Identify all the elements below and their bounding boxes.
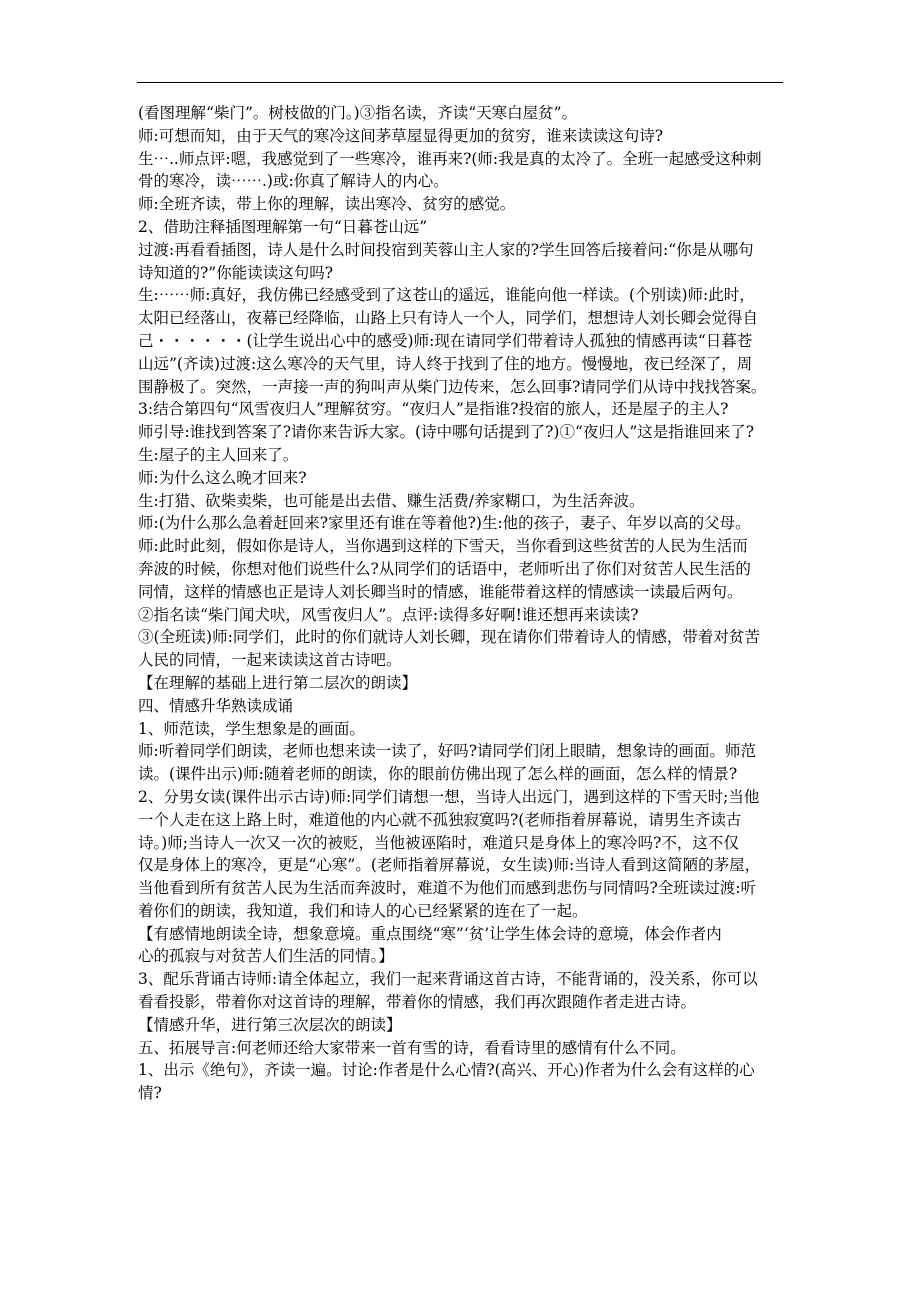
text-line: (看图理解“柴门”。树枝做的门。)③指名读，齐读“天寒白屋贫”。 (138, 104, 578, 122)
text-line: 生:打猎、砍柴卖柴，也可能是出去借、赚生活费/养家糊口，为生活奔波。 (138, 491, 645, 510)
text-line: 师:为什么这么晚才回来? (138, 468, 307, 487)
section-note: 【有感情地朗读全诗，想象意境。重点围绕“寒”‘贫’让学生体会诗的意境，体会作者内 (138, 924, 722, 943)
text-line: 师:可想而知，由于天气的寒冷这间茅草屋显得更加的贫穷，谁来读读这句诗? (138, 126, 664, 145)
text-line: 1、师范读，学生想象是的画面。 (138, 719, 365, 738)
document-body (138, 102, 798, 1105)
text-line: ③(全班读)师:同学们，此时的你们就诗人刘长卿，现在请你们带着诗人的情感，带着对贫苦 (138, 628, 760, 647)
text-line: 3、配乐背诵古诗师:请全体起立，我们一起来背诵这首古诗，不能背诵的，没关系，你可以 (138, 970, 758, 989)
text-line: 围静极了。突然，一声接一声的狗叫声从柴门边传来，怎么回事?请同学们从诗中找找答案。 (138, 377, 767, 396)
text-line: 太阳已经落山，夜幕已经降临，山路上只有诗人一个人，同学们，想想诗人刘长卿会觉得自 (138, 309, 759, 328)
section-heading: 四、情感升华熟读成诵 (138, 696, 294, 715)
text-line: 师引导:谁找到答案了?请你来告诉大家。(诗中哪句话提到了?)①“夜归人”这是指谁回来了? (138, 423, 755, 442)
text-line: 师:听着同学们朗读，老师也想来读一读了，好吗?请同学们闭上眼睛，想象诗的画面。师范 (138, 742, 757, 761)
section-note: 心的孤寂与对贫苦人们生活的同情。】 (138, 947, 394, 966)
text-line: 2、借助注释插图理解第一句“日暮苍山远” (138, 217, 428, 236)
text-line: 情? (138, 1084, 162, 1103)
text-line: 2、分男女读(课件出示古诗)师:同学们请想一想，当诗人出远门，遇到这样的下雪天时;当他 (138, 787, 760, 806)
text-line: 当他看到所有贫苦人民为生活而奔波时，难道不为他们而感到悲伤与同情吗?全班读过渡:听 (138, 879, 757, 898)
text-line: 诗。)师;当诗人一次又一次的被贬，当他被诬陷时，难道只是身体上的寒冷吗?不，这不仅 (138, 833, 739, 852)
text-line: 诗知道的?”你能读读这句吗? (138, 263, 334, 282)
text-line: 看看投影，带着你对这首诗的理解，带着你的情感，我们再次跟随作者走进古诗。 (138, 993, 697, 1012)
text-line: 读。(课件出示)师:随着老师的朗读，你的眼前仿佛出现了怎么样的画面，怎么样的情景? (138, 765, 738, 784)
text-line: 己・・・・・・(让学生说出心中的感受)师:现在请同学们带着诗人孤独的情感再读“日暮苍 (138, 331, 753, 350)
text-line: 过渡:再看看插图，诗人是什么时间投宿到芙蓉山主人家的?学生回答后接着问:“你是从哪句 (138, 240, 754, 259)
text-line: 师:此时此刻，假如你是诗人，当你遇到这样的下雪天，当你看到这些贫苦的人民为生活而 (138, 537, 748, 556)
text-line: 骨的寒冷，读⋯⋯.)或:你真了解诗人的内心。 (138, 172, 449, 191)
header-rule (137, 82, 783, 83)
text-line: 山远”(齐读)过渡:这么寒冷的天气里，诗人终于找到了住的地方。慢慢地，夜已经深了，周 (138, 354, 753, 373)
section-heading: 五、拓展导言:何老师还给大家带来一首有雪的诗，看看诗里的感情有什么不同。 (138, 1038, 686, 1057)
text-line: 1、出示《绝句》，齐读一遍。讨论:作者是什么心情?(高兴、开心)作者为什么会有这样的心 (138, 1061, 755, 1080)
text-line: 生:屋子的主人回来了。 (138, 445, 299, 464)
text-line: 奔波的时候，你想对他们说些什么?从同学们的话语中，老师听出了你们对贫苦人民生活的 (138, 559, 751, 578)
text-line: ②指名读“柴门闻犬吠，风雪夜归人”。点评:读得多好啊!谁还想再来读读? (138, 605, 639, 624)
text-line: 同情，这样的情感也正是诗人刘长卿当时的情感，谁能带着这样的情感读一读最后两句。 (138, 582, 743, 601)
text-line: 3:结合第四句“风雪夜归人”理解贫穷。“夜归人”是指谁?投宿的旅人，还是屋子的主人? (138, 400, 729, 419)
text-line: 着你们的朗读，我知道，我们和诗人的心已经紧紧的连在了一起。 (138, 901, 588, 920)
text-line: 仅是身体上的寒冷，更是“心寒”。(老师指着屏幕说，女生读)师:当诗人看到这简陋的茅屋， (138, 856, 761, 875)
text-line: 师:全班齐读，带上你的理解，读出寒冷、贫穷的感觉。 (138, 195, 516, 214)
text-line: 生:⋯⋯师:真好，我仿佛已经感受到了这苍山的遥远，谁能向他一样读。(个别读)师:此时， (138, 286, 755, 305)
text-line: 一个人走在这上路上时，难道他的内心就不孤独寂寞吗?(老师指着屏幕说，请男生齐读古 (138, 810, 742, 829)
text-line: 生⋯..师点评:嗯，我感觉到了一些寒冷，谁再来?(师:我是真的太冷了。全班一起感受这种刺 (138, 149, 762, 168)
section-note: 【在理解的基础上进行第二层次的朗读】 (138, 673, 418, 692)
text-line: 人民的同情，一起来读读这首古诗吧。 (138, 651, 402, 670)
section-note: 【情感升华，进行第三次层次的朗读】 (138, 1015, 402, 1034)
text-line: 师:(为什么那么急着赶回来?家里还有谁在等着他?)生:他的孩子，妻子、年岁以高的父母。 (138, 514, 751, 533)
